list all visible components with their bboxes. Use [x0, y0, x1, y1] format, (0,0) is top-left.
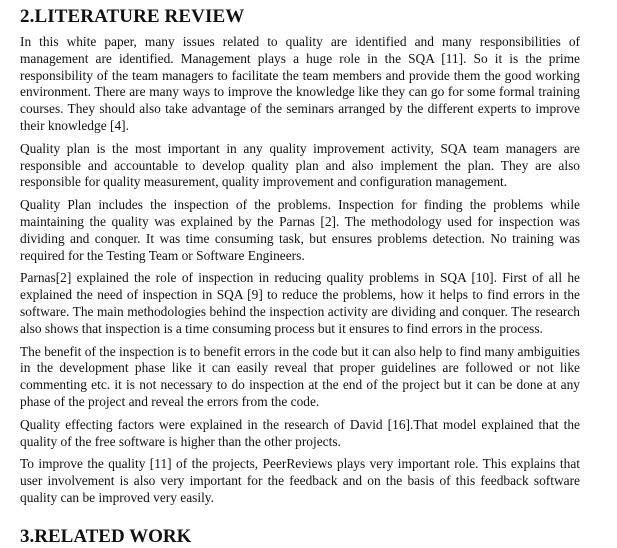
paragraph-1: In this white paper, many issues related to quality are identified and many responsibilities of management are identified. Management plays a huge role in the SQA [11]. So it is the prime responsibility of the team managers to facilitate the team members and provide them the good working environment. There are many ways to improve the knowledge like they can go for some formal training courses. They should also take advantage of the seminars arranged by the different experts to improve their knowledge [4]. — [20, 34, 580, 133]
next-section-heading: 3.RELATED WORK — [20, 526, 192, 547]
paragraph-6: Quality effecting factors were explained in the research of David [16].That model explained that the quality of the free software is higher than the other projects. — [20, 416, 580, 449]
paragraph-2: Quality plan is the most important in any quality improvement activity, SQA team managers are responsible and accountable to develop quality plan and also implement the plan. They are also responsible for quality measurement, quality improvement and configuration management. — [20, 140, 580, 190]
paragraph-3: Quality Plan includes the inspection of the problems. Inspection for finding the problems while maintaining the quality was explained by the Parnas [2]. The methodology used for inspection was dividing and conquer. It was time consuming task, but ensures problems detection. No training was required for the Testing Team or Software Engineers. — [20, 197, 580, 263]
paragraph-4: Parnas[2] explained the role of inspection in reducing quality problems in SQA [10]. First of all he explained the need of inspection in SQA [9] to reduce the problems, how it helps to find errors in the software. The main methodologies behind the inspection activity are dividing and conquer. The research also shows that inspection is a time consuming process but it ensures to find errors in the process. — [20, 270, 580, 336]
section-heading: 2.LITERATURE REVIEW — [20, 6, 245, 27]
paragraph-7: To improve the quality [11] of the projects, PeerReviews plays very important role. This explains that user involvement is also very important for the feedback and on the basis of this feedback software quality can be improved very easily. — [20, 456, 580, 505]
paragraph-5: The benefit of the inspection is to benefit errors in the code but it can also help to find many ambiguities in the development phase like it can easily reveal that proper guidelines are followed or not like commenting etc. it is not necessary to do inspection at the end of the project but it can be done at any phase of the project and reveal the errors from the code. — [20, 343, 580, 409]
document-page — [20, 6, 580, 513]
